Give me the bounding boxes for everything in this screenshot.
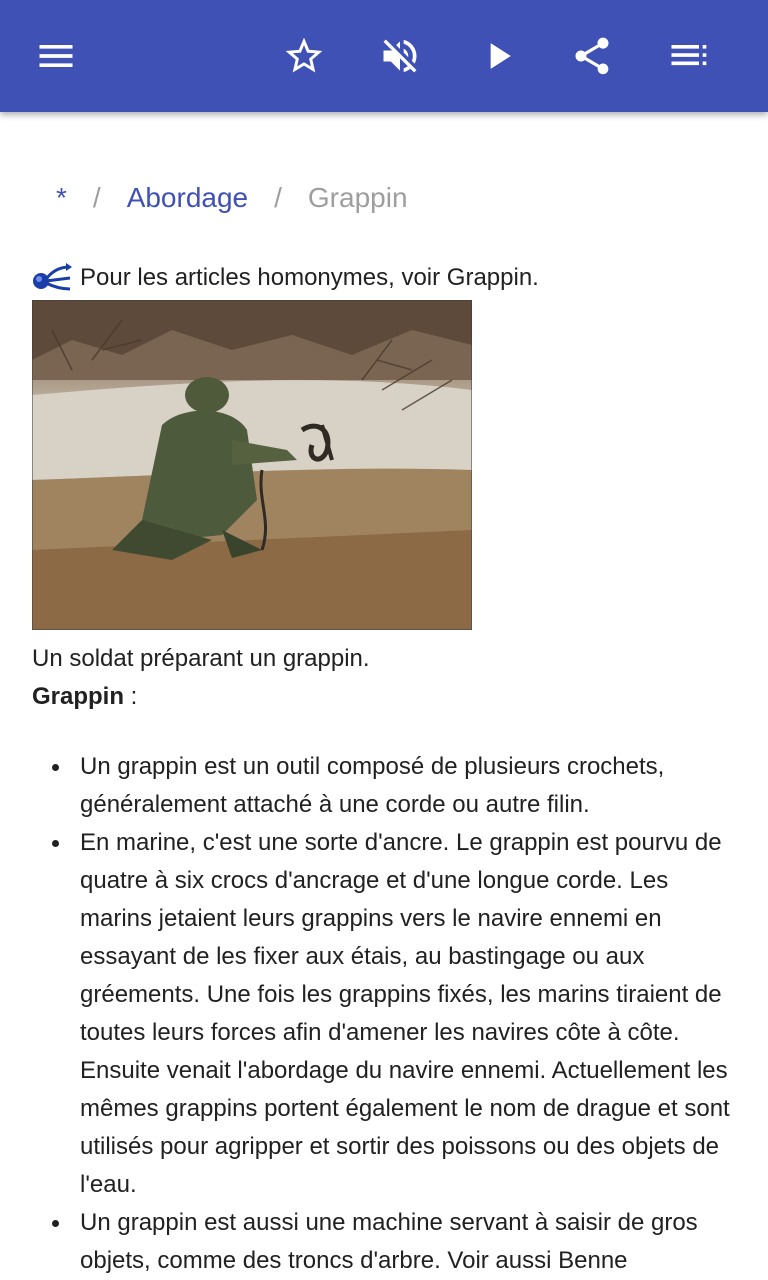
list-item: Un grappin est un outil composé de plusieurs crochets, généralement attaché à une corde ou autre filin. (32, 748, 738, 824)
sound-toggle-button[interactable] (372, 28, 428, 84)
homonym-note (32, 256, 738, 300)
menu-button[interactable] (28, 28, 84, 84)
list-icon (666, 34, 710, 78)
star-outline-icon (282, 34, 326, 78)
app-bar (0, 0, 768, 112)
breadcrumb (56, 178, 408, 218)
breadcrumb-root-link[interactable]: * (56, 182, 67, 213)
breadcrumb-separator: / (274, 182, 282, 213)
breadcrumb-separator: / (92, 182, 101, 213)
menu-icon (34, 34, 78, 78)
volume-off-icon (378, 34, 422, 78)
share-button[interactable] (564, 28, 620, 84)
definition-list (32, 748, 738, 1280)
share-icon (570, 34, 614, 78)
contents-button[interactable] (660, 28, 716, 84)
breadcrumb-parent-link[interactable]: Abordage (126, 182, 249, 213)
disambiguation-icon (32, 261, 74, 295)
breadcrumb-current: Grappin (307, 182, 408, 213)
article-image[interactable] (32, 300, 472, 630)
homonym-text[interactable]: Pour les articles homonymes, voir Grappin. (80, 264, 539, 291)
list-item: Un grappin est aussi une machine servant à saisir de gros objets, comme des troncs d'arbre. Voir aussi Benne (32, 1204, 738, 1280)
favorite-button[interactable] (276, 28, 332, 84)
lead-suffix: : (124, 683, 138, 710)
image-caption: Un soldat préparant un grappin. (32, 645, 370, 672)
list-item: En marine, c'est une sorte d'ancre. Le grappin est pourvu de quatre à six crocs d'ancrage et d'une longue corde. Les marins jetaient leurs grappins vers le navire ennemi en essayant de les fixer aux étais, au bastingage ou aux gréements. Une fois les grappins fixés, les marins tiraient de toutes leurs forces afin d'amener les navires côte à côte. Ensuite venait l'abordage du navire ennemi. Actuellement les mêmes grappins portent également le nom de drague et sont utilisés pour agripper et sortir des poissons ou des objets de l'eau. (32, 824, 738, 1204)
play-button[interactable] (470, 28, 526, 84)
lead-term: Grappin (32, 683, 125, 710)
play-icon (476, 34, 520, 78)
article-content (32, 256, 738, 1280)
soldier-photo (32, 300, 472, 630)
lead-paragraph (32, 678, 738, 716)
